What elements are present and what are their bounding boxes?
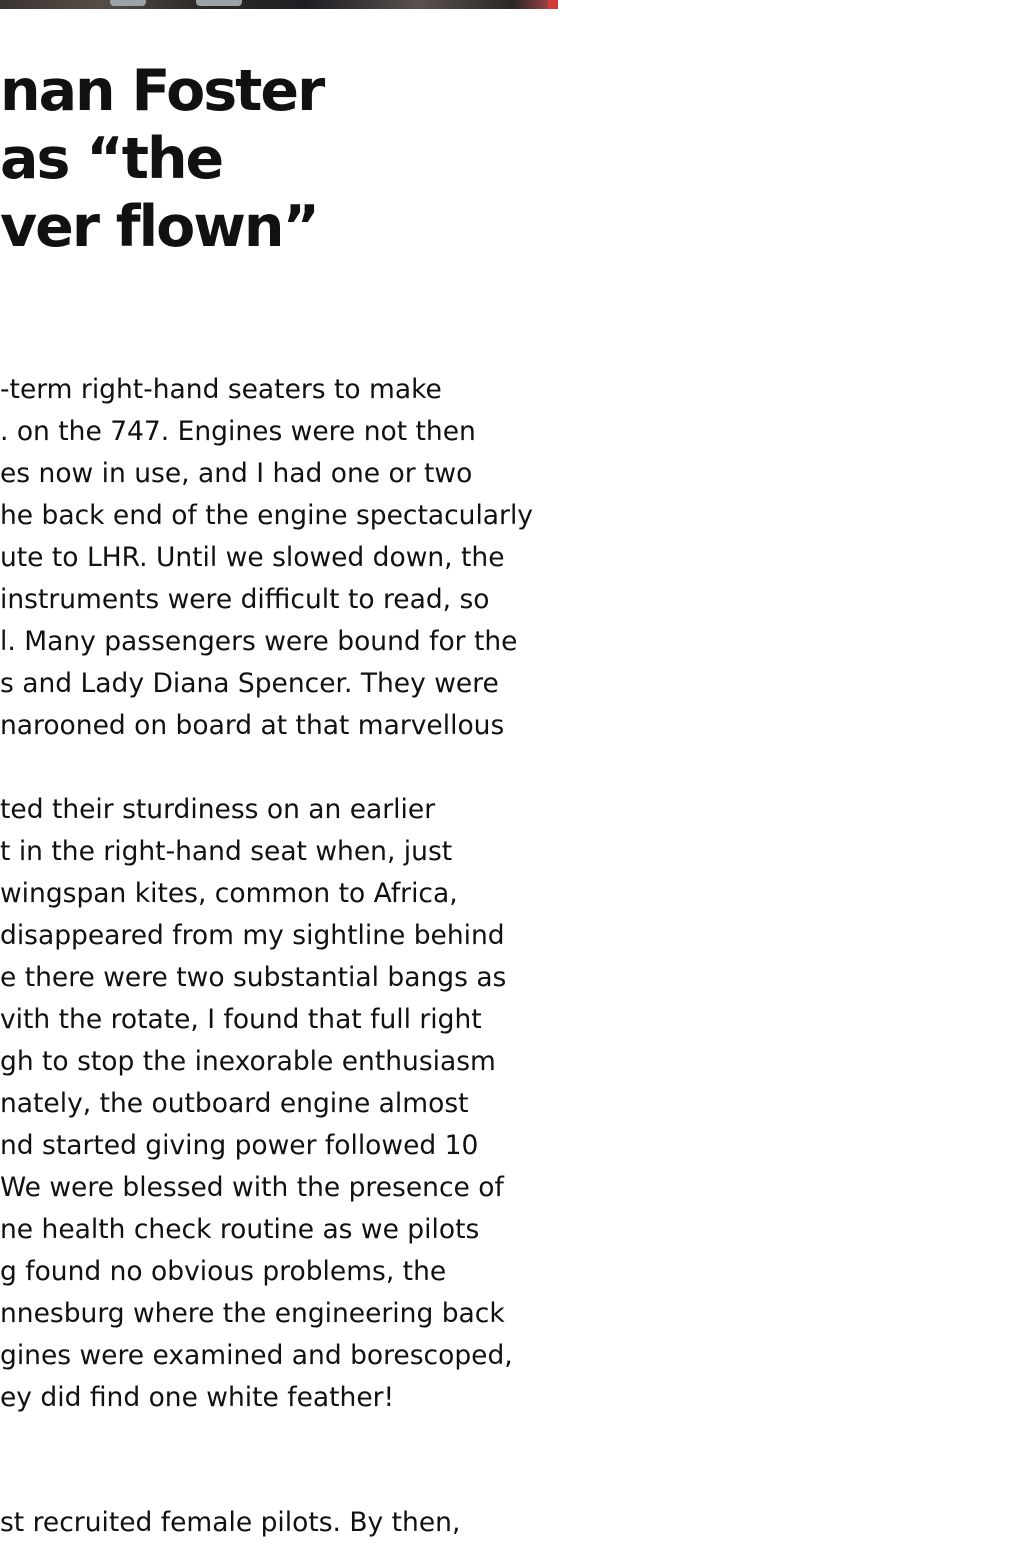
text-line: ute to LHR. Until we slowed down, the <box>0 542 505 573</box>
photo-accent <box>548 0 558 9</box>
text-line: e there were two substantial bangs as <box>0 962 507 993</box>
article-paragraph-2 <box>0 789 560 1419</box>
text-line: nnesburg where the engineering back <box>0 1298 505 1329</box>
text-line: t in the right-hand seat when, just <box>0 836 453 867</box>
headline-line: ver flown” <box>0 194 318 260</box>
text-line: nd started giving power followed 10 <box>0 1130 479 1161</box>
text-line: instruments were difficult to read, so <box>0 584 490 615</box>
photo-detail <box>196 0 242 6</box>
text-line: ey did find one white feather! <box>0 1382 395 1413</box>
text-line: l. Many passengers were bound for the <box>0 626 518 657</box>
text-line: -term right-hand seaters to make <box>0 374 442 405</box>
text-line: nately, the outboard engine almost <box>0 1088 469 1119</box>
article-paragraph-3 <box>0 1502 560 1544</box>
text-line: disappeared from my sightline behind <box>0 920 505 951</box>
text-line: gines were examined and borescoped, <box>0 1340 513 1371</box>
headline-line: as “the <box>0 126 223 192</box>
text-line: wingspan kites, common to Africa, <box>0 878 458 909</box>
text-line: vith the rotate, I found that full right <box>0 1004 482 1035</box>
text-line: . on the 747. Engines were not then <box>0 416 476 447</box>
article-photo-bottom-edge <box>0 0 558 9</box>
article-paragraph-1 <box>0 369 560 747</box>
text-line: ted their sturdiness on an earlier <box>0 794 436 825</box>
text-line: ne health check routine as we pilots <box>0 1214 480 1245</box>
text-line: he back end of the engine spectacularly <box>0 500 533 531</box>
photo-detail <box>110 0 146 6</box>
text-line: gh to stop the inexorable enthusiasm <box>0 1046 496 1077</box>
text-line: s and Lady Diana Spencer. They were <box>0 668 499 699</box>
text-line: g found no obvious problems, the <box>0 1256 447 1287</box>
headline-line: nan Foster <box>0 58 324 124</box>
text-line: We were blessed with the presence of <box>0 1172 504 1203</box>
text-line: es now in use, and I had one or two <box>0 458 473 489</box>
text-line: narooned on board at that marvellous <box>0 710 505 741</box>
text-line: st recruited female pilots. By then, <box>0 1507 461 1538</box>
article-headline <box>0 57 330 261</box>
